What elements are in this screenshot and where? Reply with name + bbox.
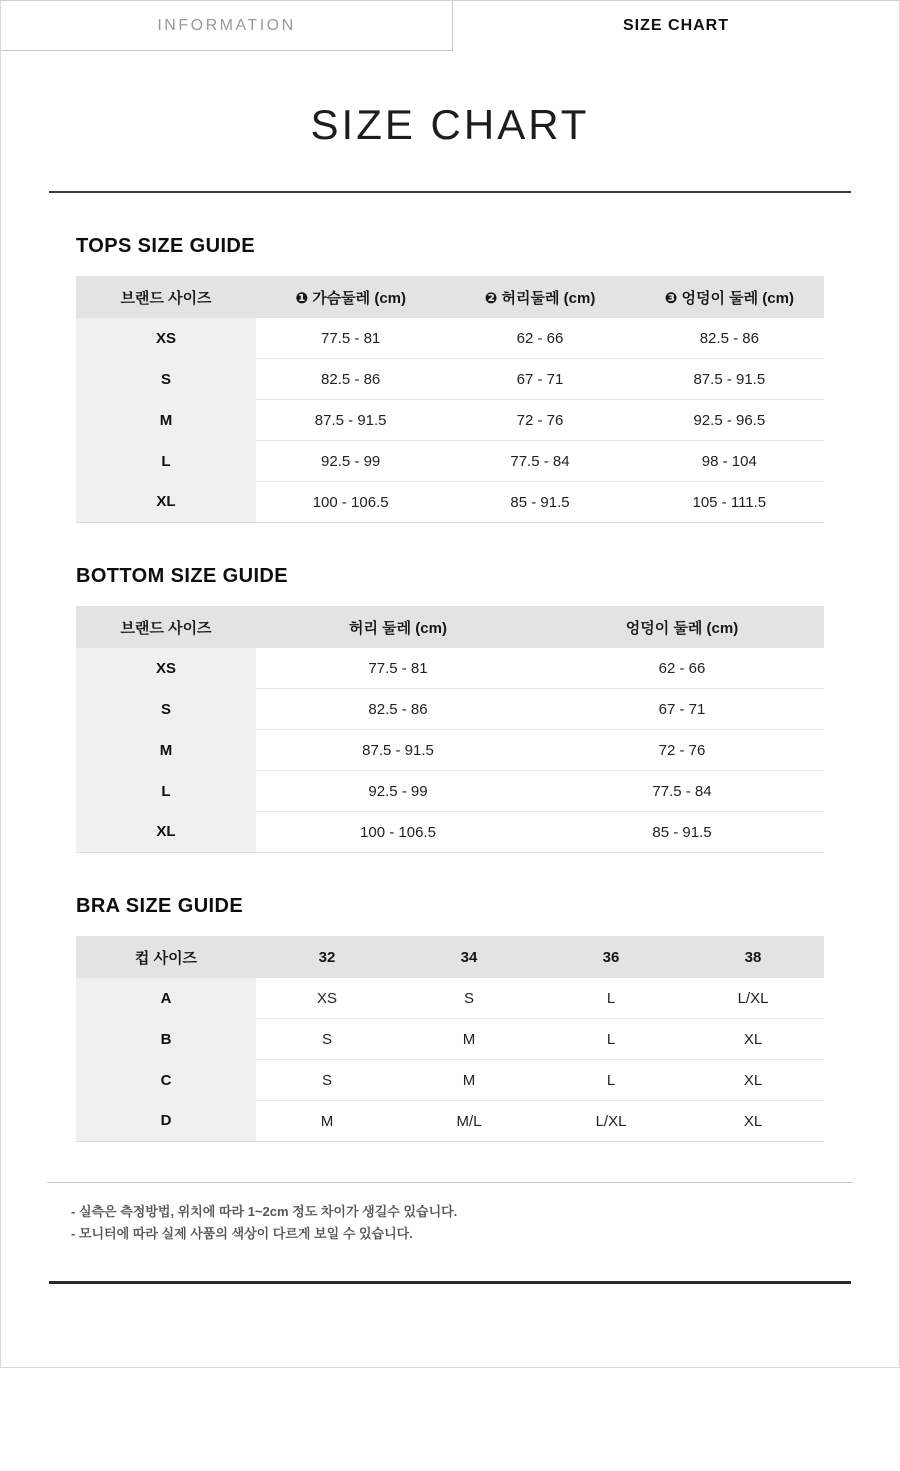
value-cell: 100 - 106.5 [312, 493, 389, 511]
row-label-column-header: 브랜드 사이즈 [76, 606, 256, 648]
value-cell: 67 - 71 [445, 359, 634, 400]
table-row [76, 359, 824, 400]
value-cell: L [540, 978, 682, 1019]
tab-information[interactable]: INFORMATION [1, 1, 453, 51]
table-row [76, 648, 824, 689]
table-row [76, 1019, 824, 1060]
value-cell: 82.5 - 86 [635, 318, 824, 359]
value-cell: 82.5 - 86 [256, 359, 445, 400]
value-cell: 105 - 111.5 [692, 493, 767, 511]
column-header: ❷ 허리둘레 (cm) [445, 276, 634, 318]
row-label-cell: D [76, 1101, 256, 1142]
table-header-row [76, 276, 824, 318]
row-label-cell: XL [76, 482, 256, 523]
value-cell: XL [682, 1019, 824, 1060]
value-cell: 92.5 - 96.5 [635, 400, 824, 441]
value-cell: L [540, 1060, 682, 1101]
column-header: 38 [682, 936, 824, 978]
table-row [76, 730, 824, 771]
row-label-cell: M [76, 400, 256, 441]
table-row [76, 689, 824, 730]
value-cell: M [398, 1019, 540, 1060]
footnote-measurement: - 실측은 측정방법, 위치에 따라 1~2cm 정도 차이가 생길수 있습니다. [71, 1204, 458, 1219]
column-header: 34 [398, 936, 540, 978]
table-row [76, 1060, 824, 1101]
row-label-cell: A [76, 978, 256, 1019]
value-cell: 72 - 76 [540, 730, 824, 771]
value-cell: XS [256, 978, 398, 1019]
value-cell: 77.5 - 81 [256, 318, 445, 359]
table-row [76, 482, 824, 523]
value-cell: L/XL [682, 978, 824, 1019]
value-cell: 85 - 91.5 [652, 823, 712, 841]
column-header: 엉덩이 둘레 (cm) [540, 606, 824, 648]
bottom-divider [49, 1281, 851, 1284]
page-title: SIZE CHART [310, 101, 590, 148]
table-row [76, 400, 824, 441]
value-cell: 87.5 - 91.5 [635, 359, 824, 400]
value-cell: S [256, 1060, 398, 1101]
row-label-cell: S [76, 359, 256, 400]
value-cell: 92.5 - 99 [256, 441, 445, 482]
column-header: 36 [540, 936, 682, 978]
value-cell: 67 - 71 [540, 689, 824, 730]
bra-size-table [76, 936, 824, 1142]
value-cell: XL [682, 1060, 824, 1101]
table-row [76, 441, 824, 482]
value-cell: 87.5 - 91.5 [256, 730, 540, 771]
bottom-size-guide-section [76, 565, 824, 853]
row-label-cell: M [76, 730, 256, 771]
value-cell: 77.5 - 84 [445, 441, 634, 482]
value-cell: M [320, 1112, 334, 1130]
value-cell: 77.5 - 81 [256, 648, 540, 689]
bottom-size-table [76, 606, 824, 853]
value-cell: L [540, 1019, 682, 1060]
value-cell: 87.5 - 91.5 [256, 400, 445, 441]
value-cell: 77.5 - 84 [540, 771, 824, 812]
notes-divider [47, 1182, 853, 1183]
title-divider [49, 191, 851, 193]
tops-size-guide-section [76, 235, 824, 523]
row-label-cell: L [76, 771, 256, 812]
table-header-row [76, 606, 824, 648]
row-label-cell: S [76, 689, 256, 730]
column-header: 32 [256, 936, 398, 978]
value-cell: 98 - 104 [635, 441, 824, 482]
table-row [76, 1101, 824, 1142]
value-cell: 82.5 - 86 [256, 689, 540, 730]
row-label-cell: L [76, 441, 256, 482]
table-row [76, 978, 824, 1019]
table-row [76, 318, 824, 359]
value-cell: 62 - 66 [445, 318, 634, 359]
bra-size-guide-section [76, 895, 824, 1142]
section-heading-bottom: BOTTOM SIZE GUIDE [76, 565, 288, 587]
row-label-cell: XL [76, 812, 256, 853]
value-cell: M/L [456, 1112, 482, 1130]
row-label-column-header: 컵 사이즈 [76, 936, 256, 978]
row-label-cell: B [76, 1019, 256, 1060]
value-cell: 85 - 91.5 [510, 493, 570, 511]
value-cell: 62 - 66 [540, 648, 824, 689]
row-label-cell: C [76, 1060, 256, 1101]
tab-bar [1, 1, 899, 51]
table-header-row [76, 936, 824, 978]
section-heading-bra: BRA SIZE GUIDE [76, 895, 244, 917]
value-cell: S [398, 978, 540, 1019]
table-row [76, 771, 824, 812]
section-heading-tops: TOPS SIZE GUIDE [76, 235, 255, 257]
column-header: ❸ 엉덩이 둘레 (cm) [635, 276, 824, 318]
row-label-cell: XS [76, 648, 256, 689]
row-label-cell: XS [76, 318, 256, 359]
tops-size-table [76, 276, 824, 523]
row-label-column-header: 브랜드 사이즈 [76, 276, 256, 318]
tab-size-chart[interactable]: SIZE CHART [623, 17, 729, 34]
footnotes [71, 1201, 899, 1245]
value-cell: 100 - 106.5 [360, 823, 436, 841]
value-cell: L/XL [595, 1112, 627, 1130]
value-cell: M [398, 1060, 540, 1101]
value-cell: 92.5 - 99 [256, 771, 540, 812]
table-row [76, 812, 824, 853]
column-header: ❶ 가슴둘레 (cm) [256, 276, 445, 318]
value-cell: 72 - 76 [445, 400, 634, 441]
value-cell: XL [743, 1112, 763, 1130]
column-header: 허리 둘레 (cm) [256, 606, 540, 648]
footnote-monitor-color: - 모니터에 따라 실제 사품의 색상이 다르게 보일 수 있습니다. [71, 1226, 413, 1241]
value-cell: S [256, 1019, 398, 1060]
